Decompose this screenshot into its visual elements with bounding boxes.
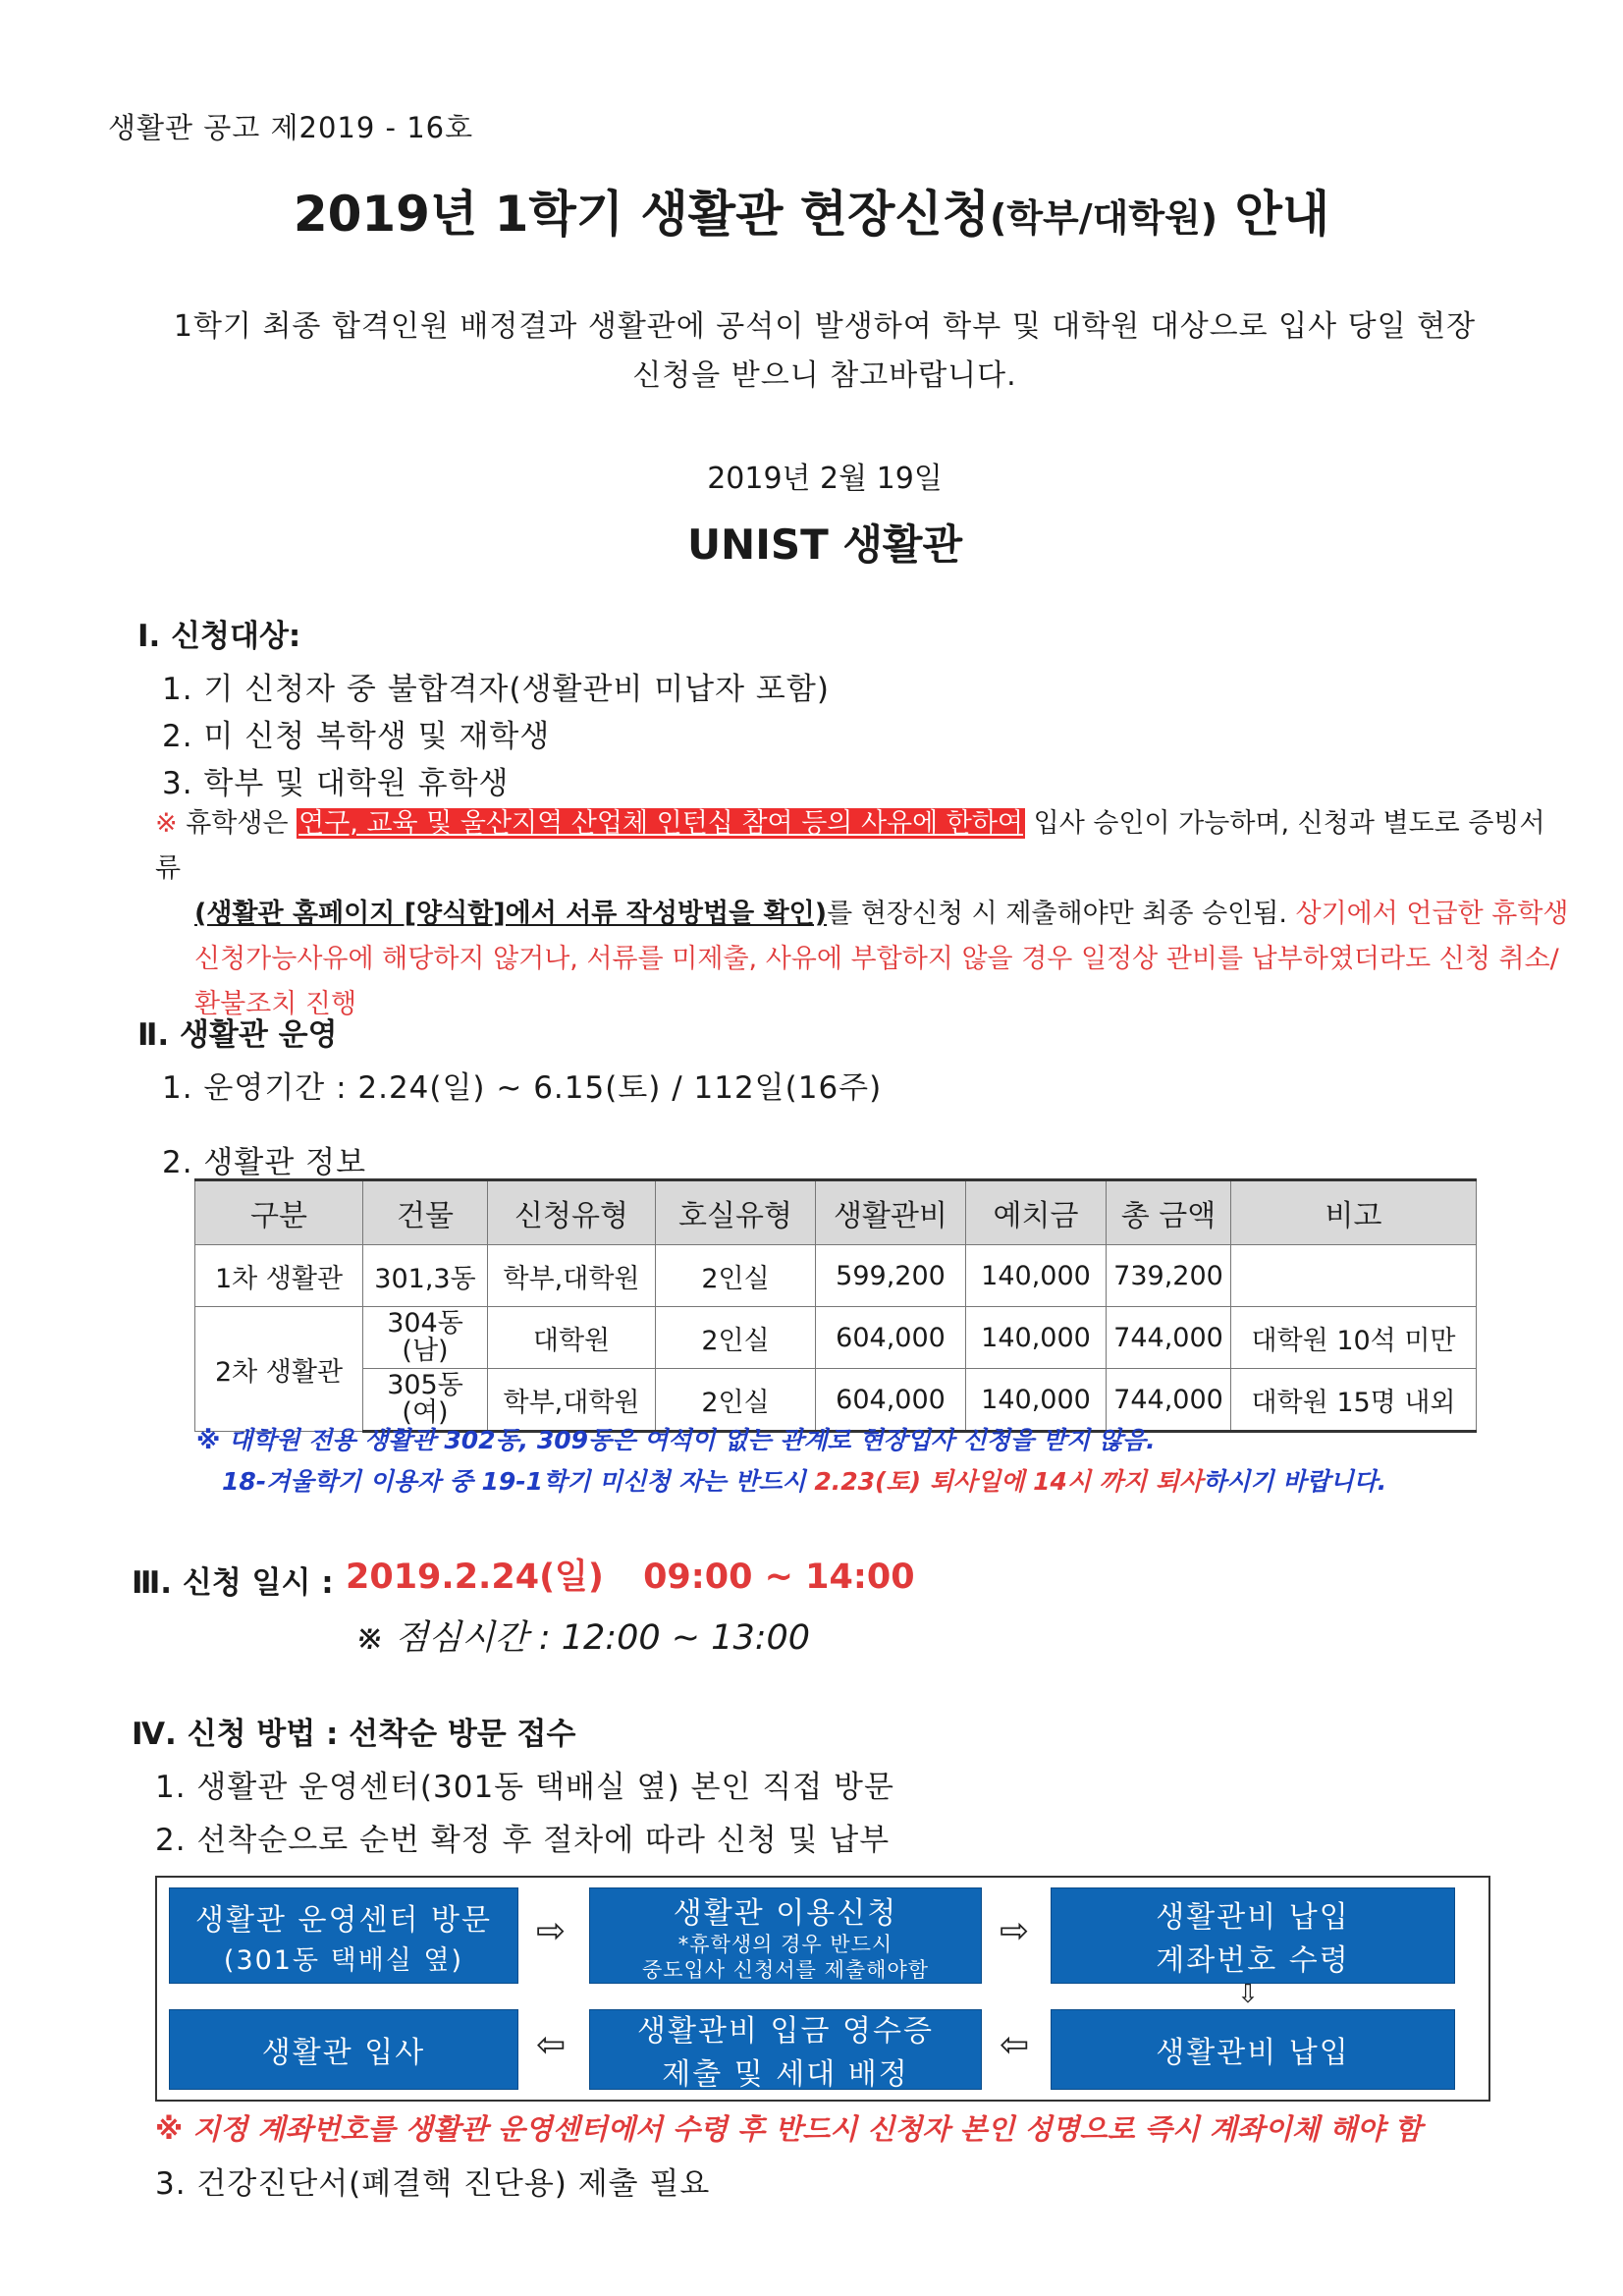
arrow-right-icon: ⇨ (1000, 1911, 1030, 1951)
table-cell: 140,000 (966, 1245, 1107, 1307)
table-cell: 학부,대학원 (488, 1369, 656, 1432)
table-note-2-post: 하시기 바랍니다. (1203, 1467, 1387, 1496)
table-header: 신청유형 (488, 1180, 656, 1245)
application-time-value: 09:00 ~ 14:00 (643, 1558, 915, 1597)
note-red-1: 상기에서 언급한 휴학생 (1295, 899, 1569, 929)
table-note (196, 1420, 1386, 1503)
table-cell: 대학원 (488, 1307, 656, 1369)
table-cell: 2인실 (656, 1307, 816, 1369)
dormitory-info-table (194, 1178, 1477, 1433)
section-2-item-1: 1. 운영기간 : 2.24(일) ~ 6.15(토) / 112일(16주) (162, 1070, 883, 1106)
table-note-1: ※ 대학원 전용 생활관 302동, 309동은 여석이 없는 관계로 현장입사 신청을 받지 않음. (196, 1426, 1156, 1454)
step-submit-receipt (589, 2009, 982, 2090)
intro-line-2: 신청을 받으니 참고바랍니다. (632, 358, 1017, 393)
table-cell: 2인실 (656, 1245, 816, 1307)
table-header: 총 금액 (1107, 1180, 1231, 1245)
section-1-item-1: 1. 기 신청자 중 불합격자(생활관비 미납자 포함) (162, 672, 830, 707)
table-note-2-red: 2.23(토) 퇴사일에 14시 까지 퇴사 (814, 1467, 1204, 1496)
table-cell: 대학원 10석 미만 (1231, 1307, 1477, 1369)
application-date (346, 1550, 915, 1599)
notice-number: 생활관 공고 제2019 - 16호 (108, 111, 474, 144)
table-cell: 304동 (남) (363, 1307, 488, 1369)
table-header: 구분 (195, 1180, 363, 1245)
table-cell: 604,000 (816, 1307, 966, 1369)
arrow-right-icon: ⇨ (536, 1911, 567, 1951)
step-pay-fee (1051, 2009, 1455, 2090)
payment-warning: ※ 지정 계좌번호를 생활관 운영센터에서 수령 후 반드시 신청자 본인 성명으로 즉시 계좌이체 해야 함 (155, 2112, 1423, 2146)
step-label: 생활관비 납입 (1156, 2036, 1350, 2070)
arrow-down-icon: ⇩ (1237, 1980, 1259, 2009)
intro-line-1: 1학기 최종 합격인원 배정결과 생활관에 공석이 발생하여 학부 및 대학원 대상으로 입사 당일 현장 (173, 309, 1477, 344)
table-cell: 140,000 (966, 1369, 1107, 1432)
section-2-heading: Ⅱ. 생활관 운영 (137, 1017, 338, 1053)
note-red-3: 환불조치 진행 (194, 989, 357, 1019)
table-header: 건물 (363, 1180, 488, 1245)
table-cell: 301,3동 (363, 1245, 488, 1307)
section-1-heading: Ⅰ. 신청대상: (137, 619, 301, 654)
title-paren: (학부/대학원) (989, 196, 1218, 240)
step-label: 생활관 운영센터 방문 (195, 1902, 492, 1938)
table-cell: 604,000 (816, 1369, 966, 1432)
note-mid: 입사 승인이 가능하며, 신청과 별도로 증빙서류 (155, 808, 1545, 884)
step-sublabel: *휴학생의 경우 반드시 (677, 1933, 893, 1956)
table-cell: 대학원 15명 내외 (1231, 1369, 1477, 1432)
step-label: 제출 및 세대 배정 (662, 2057, 909, 2092)
title-end: 안내 (1234, 186, 1330, 243)
table-cell: 744,000 (1107, 1369, 1231, 1432)
table-note-2-pre: 18-겨울학기 이용자 중 19-1학기 미신청 자는 반드시 (222, 1467, 806, 1496)
table-cell: 학부,대학원 (488, 1245, 656, 1307)
section-2-item-2: 2. 생활관 정보 (162, 1145, 367, 1180)
step-visit-center (169, 1887, 518, 1984)
step-sublabel: 중도입사 신청서를 제출해야함 (641, 1958, 930, 1982)
step-receive-account (1051, 1887, 1455, 1984)
note-mid2: 를 현장신청 시 제출해야만 최종 승인됨. (827, 899, 1287, 929)
note-underline: (생활관 홈페이지 [양식함]에서 서류 작성방법을 확인) (194, 899, 828, 929)
step-apply (589, 1887, 982, 1984)
step-sublabel: (301동 택배실 옆) (223, 1944, 464, 1976)
note-highlight: 연구, 교육 및 울산지역 산업체 인턴십 참여 등의 사유에 한하여 (298, 808, 1024, 839)
table-row (195, 1307, 1477, 1369)
organization-name: UNIST 생활관 (686, 520, 963, 569)
section-1-item-2: 2. 미 신청 복학생 및 재학생 (162, 719, 551, 754)
table-header-row (195, 1180, 1477, 1245)
step-label: 생활관 이용신청 (673, 1896, 898, 1931)
table-header: 호실유형 (656, 1180, 816, 1245)
intro-text (128, 302, 1522, 401)
section-4-heading: Ⅳ. 신청 방법 : 선착순 방문 접수 (132, 1717, 576, 1752)
step-label: 생활관비 납입 (1156, 1900, 1350, 1935)
step-move-in (169, 2009, 518, 2090)
table-cell: 739,200 (1107, 1245, 1231, 1307)
note-mark: ※ (155, 808, 178, 839)
procedure-flowchart (155, 1876, 1490, 2102)
lunch-time: ※ 점심시간 : 12:00 ~ 13:00 (355, 1618, 811, 1658)
table-header: 생활관비 (816, 1180, 966, 1245)
page-title (0, 175, 1623, 246)
section-4-item-2: 2. 선착순으로 순번 확정 후 절차에 따라 신청 및 납부 (155, 1823, 891, 1858)
note-red-2: 신청가능사유에 해당하지 않거나, 서류를 미제출, 사유에 부합하지 않을 경우 일정상 관비를 납부하였더라도 신청 취소/ (194, 944, 1559, 974)
section-1-note (155, 801, 1569, 1027)
section-4-item-3: 3. 건강진단서(폐결핵 진단용) 제출 필요 (155, 2166, 711, 2202)
table-cell: 1차 생활관 (195, 1245, 363, 1307)
notice-date: 2019년 2월 19일 (707, 462, 943, 496)
table-cell: 305동 (여) (363, 1369, 488, 1432)
table-cell: 744,000 (1107, 1307, 1231, 1369)
table-row (195, 1245, 1477, 1307)
table-header: 비고 (1231, 1180, 1477, 1245)
section-4-item-1: 1. 생활관 운영센터(301동 택배실 옆) 본인 직접 방문 (155, 1770, 894, 1805)
table-cell: 140,000 (966, 1307, 1107, 1369)
title-main: 2019년 1학기 생활관 현장신청 (293, 186, 990, 243)
step-label: 생활관 입사 (261, 2036, 426, 2070)
step-label: 계좌번호 수령 (1156, 1943, 1350, 1978)
arrow-left-icon: ⇦ (536, 2025, 567, 2065)
section-1-item-3: 3. 학부 및 대학원 휴학생 (162, 766, 510, 801)
note-pre: 휴학생은 (186, 808, 289, 839)
table-cell (1231, 1245, 1477, 1307)
table-header: 예치금 (966, 1180, 1107, 1245)
table-cell: 599,200 (816, 1245, 966, 1307)
step-label: 생활관비 입금 영수증 (637, 2014, 934, 2049)
table-cell-group: 2차 생활관 (195, 1307, 363, 1432)
application-date-value: 2019.2.24(일) (346, 1558, 604, 1597)
table-cell: 2인실 (656, 1369, 816, 1432)
section-3-heading: Ⅲ. 신청 일시 : (132, 1565, 334, 1601)
arrow-left-icon: ⇦ (1000, 2025, 1030, 2065)
